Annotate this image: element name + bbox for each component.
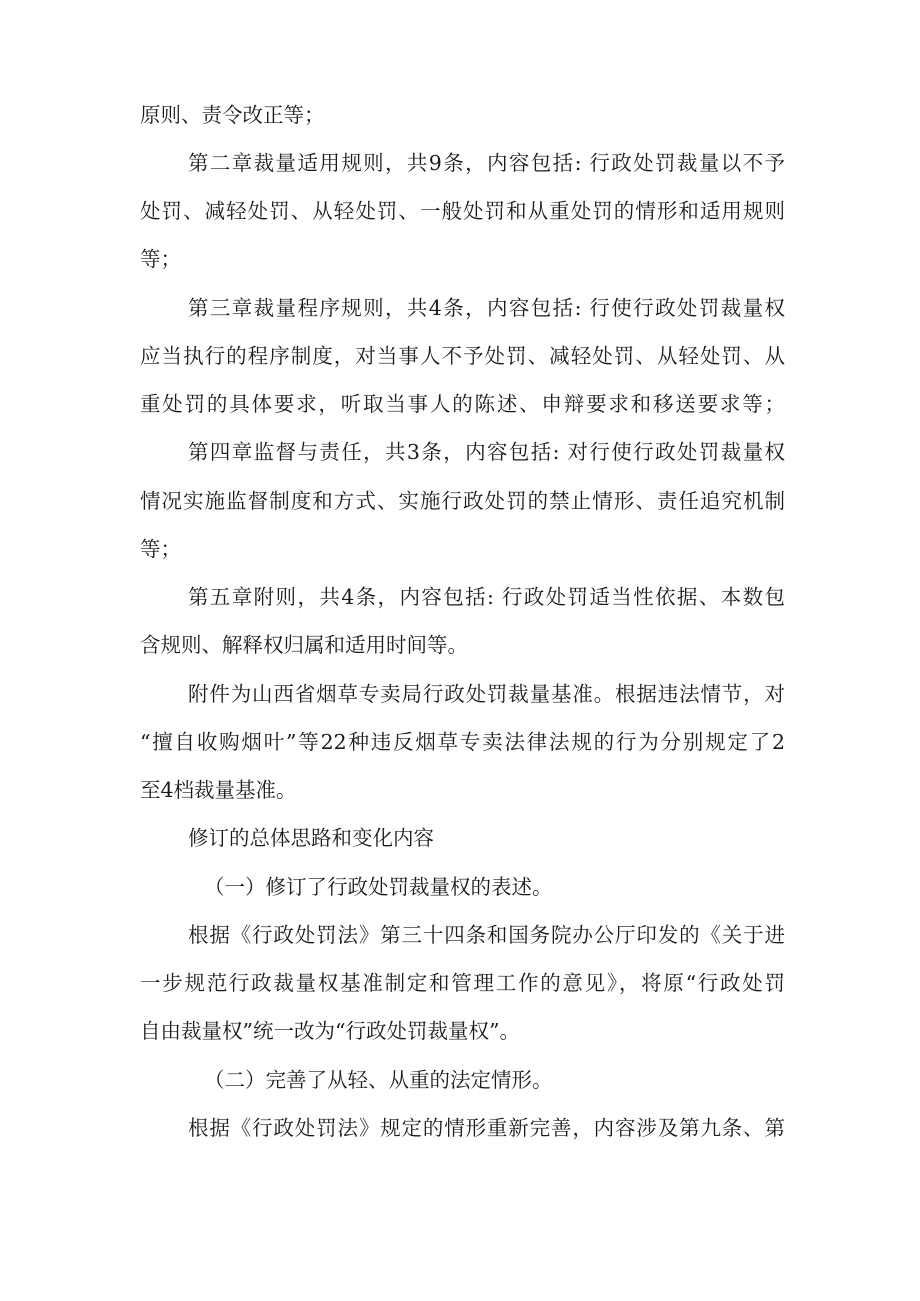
text-line: 原则、责令改正等； <box>140 103 325 127</box>
text-line: 附件为山西省烟草专卖局行政处罚裁量基准。根据违法情节，对 <box>188 682 785 706</box>
text-line: 情况实施监督制度和方式、实施行政处罚的禁止情形、责任追究机制 <box>140 489 785 513</box>
text-line: 等； <box>140 247 181 271</box>
text-line: 处罚、减轻处罚、从轻处罚、一般处罚和从重处罚的情形和适用规则 <box>140 199 785 223</box>
text-line: 根据《行政处罚法》第三十四条和国务院办公厅印发的《关于进 <box>188 923 785 947</box>
text-line: 等； <box>140 537 181 561</box>
text-line: 至4档裁量基准。 <box>140 778 297 802</box>
text-line: 含规则、解释权归属和适用时间等。 <box>140 633 468 657</box>
text-line: 自由裁量权”统一改为“行政处罚裁量权”。 <box>140 1019 520 1043</box>
subsection-heading: （一）修订了行政处罚裁量权的表述。 <box>204 875 553 899</box>
text-line: 重处罚的具体要求，听取当事人的陈述、申辩要求和移送要求等； <box>140 392 785 416</box>
subsection-heading: （二）完善了从轻、从重的法定情形。 <box>204 1068 553 1092</box>
text-line: “擅自收购烟叶”等22种违反烟草专卖法律法规的行为分别规定了2 <box>140 730 785 754</box>
text-line: 一步规范行政裁量权基准制定和管理工作的意见》，将原“行政处罚 <box>140 971 785 995</box>
text-line: 第二章裁量适用规则，共9条，内容包括: 行政处罚裁量以不予 <box>188 151 785 175</box>
section-heading: 修订的总体思路和变化内容 <box>188 826 434 850</box>
text-line: 第三章裁量程序规则，共4条，内容包括: 行使行政处罚裁量权 <box>188 296 785 320</box>
text-line: 第四章监督与责任，共3条，内容包括: 对行使行政处罚裁量权 <box>188 440 785 464</box>
text-line: 第五章附则，共4条，内容包括: 行政处罚适当性依据、本数包 <box>188 585 785 609</box>
text-line: 根据《行政处罚法》规定的情形重新完善，内容涉及第九条、第 <box>188 1116 785 1140</box>
text-line: 应当执行的程序制度，对当事人不予处罚、减轻处罚、从轻处罚、从 <box>140 344 785 368</box>
